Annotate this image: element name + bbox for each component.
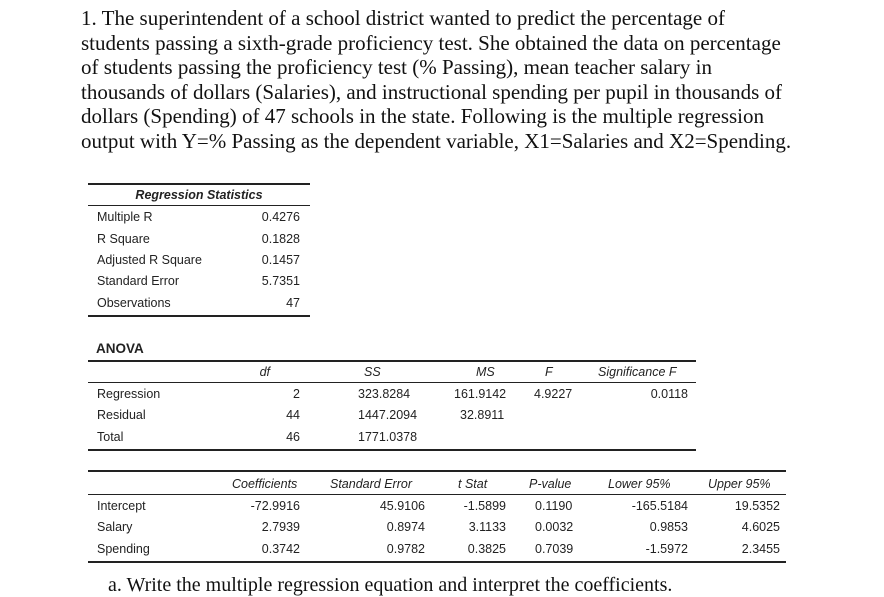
stat-value-adjusted-r-square: 0.1457 bbox=[261, 253, 300, 267]
anova-cell: 46 bbox=[286, 430, 300, 444]
coef-cell: -72.9916 bbox=[250, 499, 300, 513]
anova-cell: 1447.2094 bbox=[358, 408, 418, 422]
coef-bottom-rule bbox=[88, 561, 786, 563]
question-a: a. Write the multiple regression equation and interpret the coefficients. bbox=[108, 574, 673, 596]
stat-value-standard-error: 5.7351 bbox=[261, 274, 300, 288]
coef-header-upper-95: Upper 95% bbox=[708, 477, 771, 491]
problem-statement: 1. The superintendent of a school district wanted to predict the percentage of students passing a sixth-grade proficiency test. She obtained the data on percentage of students passing the proficiency test (% Passing), mean teacher salary in thousands of dollars (Salaries), and instructional spending per pupil in thousands of dollars (Spending) of 47 schools in the state. Following is the multiple regression output with Y=% Passing as the dependent variable, X1=Salaries and X2=Spending. bbox=[81, 6, 792, 153]
anova-cell: 1771.0378 bbox=[358, 430, 418, 444]
coef-cell: 0.3742 bbox=[261, 542, 300, 556]
anova-cell: 0.0118 bbox=[650, 387, 688, 401]
coef-cell: 0.0032 bbox=[535, 520, 574, 534]
coef-top-rule bbox=[88, 470, 786, 472]
coef-header-standard-error: Standard Error bbox=[330, 477, 412, 491]
anova-row-label: Residual bbox=[97, 408, 146, 422]
coef-header-p-value: P-value bbox=[529, 477, 572, 491]
anova-header-ss: SS bbox=[364, 365, 381, 379]
table-header-rule bbox=[88, 205, 310, 206]
table-top-rule bbox=[88, 183, 310, 185]
anova-top-rule bbox=[88, 360, 696, 362]
stat-label-adjusted-r-square: Adjusted R Square bbox=[97, 253, 202, 267]
anova-cell: 4.9227 bbox=[534, 387, 573, 401]
coef-cell: 0.9853 bbox=[649, 520, 688, 534]
coef-header-rule bbox=[88, 494, 786, 495]
coef-row-label: Salary bbox=[97, 520, 133, 534]
anova-row-label: Total bbox=[97, 430, 124, 444]
anova-cell: 161.9142 bbox=[454, 387, 507, 401]
coef-cell: 3.1133 bbox=[468, 520, 506, 534]
anova-header-f: F bbox=[545, 365, 553, 379]
coef-cell: 45.9106 bbox=[379, 499, 425, 513]
anova-cell: 32.8911 bbox=[460, 408, 505, 422]
anova-header-rule bbox=[88, 382, 696, 383]
coef-cell: -1.5972 bbox=[645, 542, 688, 556]
coef-cell: 0.9782 bbox=[386, 542, 425, 556]
coef-cell: -165.5184 bbox=[631, 499, 688, 513]
stat-label-observations: Observations bbox=[97, 296, 171, 310]
coef-header-coefficients: Coefficients bbox=[232, 477, 298, 491]
anova-cell: 2 bbox=[293, 387, 300, 401]
stat-value-multiple-r: 0.4276 bbox=[261, 210, 300, 224]
coef-cell: 0.1190 bbox=[535, 499, 573, 513]
coef-cell: 2.7939 bbox=[261, 520, 300, 534]
anova-row-label: Regression bbox=[97, 387, 161, 401]
coef-row-label: Intercept bbox=[97, 499, 146, 513]
anova-header-df: df bbox=[259, 365, 270, 379]
anova-header-significance-f: Significance F bbox=[598, 365, 677, 379]
anova-title: ANOVA bbox=[96, 341, 144, 356]
coef-cell: 2.3455 bbox=[741, 542, 780, 556]
anova-header-ms: MS bbox=[476, 365, 495, 379]
anova-cell: 323.8284 bbox=[358, 387, 411, 401]
coef-cell: 4.6025 bbox=[741, 520, 780, 534]
stat-label-multiple-r: Multiple R bbox=[97, 210, 153, 224]
stat-value-r-square: 0.1828 bbox=[261, 232, 300, 246]
stat-value-observations: 47 bbox=[286, 296, 300, 310]
stat-label-standard-error: Standard Error bbox=[97, 274, 179, 288]
anova-cell: 44 bbox=[286, 408, 300, 422]
anova-bottom-rule bbox=[88, 449, 696, 451]
coef-header-lower-95: Lower 95% bbox=[608, 477, 671, 491]
coef-header-t-stat: t Stat bbox=[458, 477, 488, 491]
coef-cell: 0.8974 bbox=[386, 520, 425, 534]
table-bottom-rule bbox=[88, 315, 310, 317]
coef-row-label: Spending bbox=[97, 542, 150, 556]
coef-cell: -1.5899 bbox=[463, 499, 506, 513]
stat-label-r-square: R Square bbox=[97, 232, 150, 246]
regression-statistics-title: Regression Statistics bbox=[135, 188, 263, 202]
coef-cell: 19.5352 bbox=[734, 499, 780, 513]
coef-cell: 0.7039 bbox=[535, 542, 574, 556]
coef-cell: 0.3825 bbox=[467, 542, 506, 556]
